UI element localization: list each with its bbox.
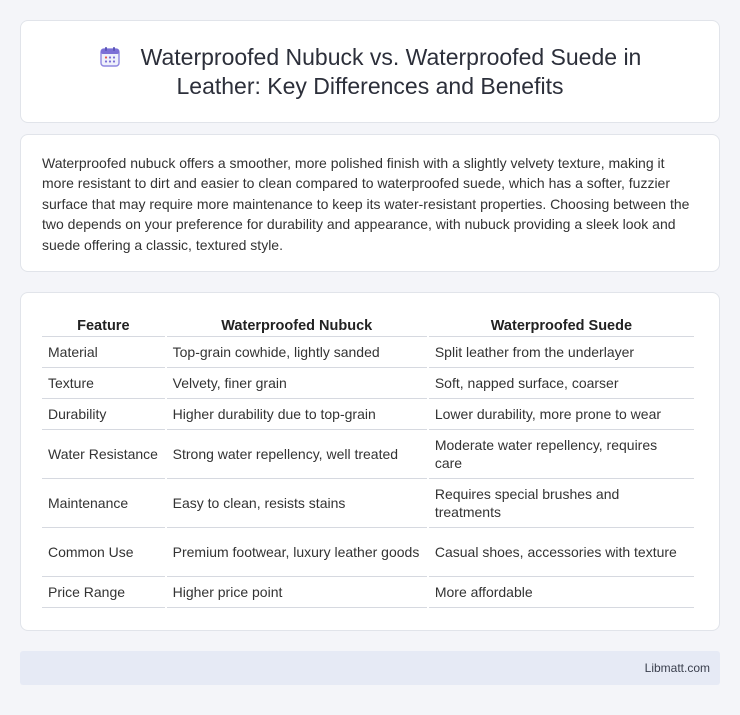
table-cell-nubuck: Top-grain cowhide, lightly sanded bbox=[167, 337, 427, 368]
summary-card bbox=[20, 134, 720, 272]
comparison-table bbox=[40, 315, 696, 608]
page-title bbox=[81, 43, 659, 101]
footer-bar bbox=[20, 651, 720, 685]
footer-brand[interactable]: Libmatt.com bbox=[644, 661, 710, 675]
table-row bbox=[42, 528, 694, 577]
column-header-feature: Feature bbox=[42, 315, 165, 337]
table-cell-nubuck: Strong water repellency, well treated bbox=[167, 430, 427, 479]
table-cell-nubuck: Higher durability due to top-grain bbox=[167, 399, 427, 430]
calendar-icon bbox=[99, 46, 121, 68]
title-label: Waterproofed Nubuck vs. Waterproofed Suede in Leather: Key Differences and Benefits bbox=[140, 43, 642, 99]
table-row bbox=[42, 368, 694, 399]
table-cell-suede: More affordable bbox=[429, 577, 694, 608]
table-cell-feature: Maintenance bbox=[42, 479, 165, 528]
table-cell-nubuck: Premium footwear, luxury leather goods bbox=[167, 528, 427, 577]
table-cell-suede: Lower durability, more prone to wear bbox=[429, 399, 694, 430]
summary-paragraph: Waterproofed nubuck offers a smoother, more polished finish with a slightly velvety texture, making it more resistant to dirt and easier to clean compared to waterproofed suede, which has a softer, fuzzier surface that may require more maintenance to keep its water-resistant properties. Choosing between the two depends on your preference for durability and appearance, with nubuck providing a sleek look and suede offering a classic, textured style. bbox=[42, 155, 690, 253]
table-cell-feature: Material bbox=[42, 337, 165, 368]
title-card bbox=[20, 20, 720, 123]
column-header-suede: Waterproofed Suede bbox=[429, 315, 694, 337]
table-cell-feature: Common Use bbox=[42, 528, 165, 577]
comparison-table-card bbox=[20, 292, 720, 631]
table-row bbox=[42, 399, 694, 430]
table-cell-suede: Moderate water repellency, requires care bbox=[429, 430, 694, 479]
table-cell-feature: Texture bbox=[42, 368, 165, 399]
table-cell-feature: Durability bbox=[42, 399, 165, 430]
table-cell-nubuck: Higher price point bbox=[167, 577, 427, 608]
table-cell-nubuck: Easy to clean, resists stains bbox=[167, 479, 427, 528]
table-header-row bbox=[42, 315, 694, 337]
table-row bbox=[42, 577, 694, 608]
table-cell-nubuck: Velvety, finer grain bbox=[167, 368, 427, 399]
table-row bbox=[42, 337, 694, 368]
table-row bbox=[42, 479, 694, 528]
column-header-nubuck: Waterproofed Nubuck bbox=[167, 315, 427, 337]
table-cell-suede: Soft, napped surface, coarser bbox=[429, 368, 694, 399]
table-cell-feature: Water Resistance bbox=[42, 430, 165, 479]
table-cell-suede: Casual shoes, accessories with texture bbox=[429, 528, 694, 577]
table-cell-suede: Split leather from the underlayer bbox=[429, 337, 694, 368]
table-cell-suede: Requires special brushes and treatments bbox=[429, 479, 694, 528]
table-cell-feature: Price Range bbox=[42, 577, 165, 608]
table-row bbox=[42, 430, 694, 479]
